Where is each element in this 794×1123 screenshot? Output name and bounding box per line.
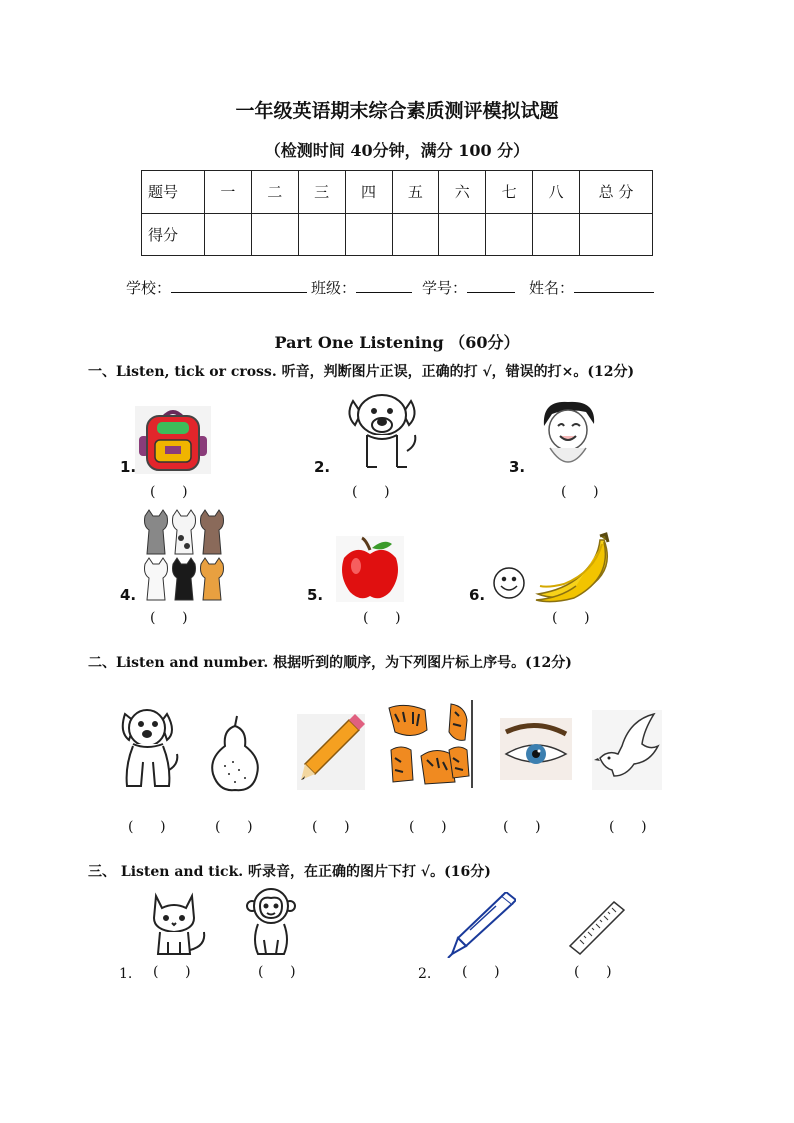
score-cell[interactable] (580, 213, 653, 256)
col-5: 五 (392, 171, 439, 214)
student-no-label: 学号： (422, 279, 468, 297)
col-7: 七 (486, 171, 533, 214)
col-3: 三 (298, 171, 345, 214)
item-number-1: 1. (120, 458, 137, 476)
col-total: 总 分 (580, 171, 653, 214)
tick-paren-2[interactable]: ( ) (258, 964, 296, 980)
answer-paren-6[interactable]: ( ) (552, 610, 590, 626)
number-paren-3[interactable]: ( ) (312, 819, 350, 835)
number-paren-5[interactable]: ( ) (503, 819, 541, 835)
score-cell[interactable] (345, 213, 392, 256)
pen-icon (446, 892, 516, 958)
number-paren-2[interactable]: ( ) (215, 819, 253, 835)
class-blank[interactable] (356, 278, 412, 293)
dog-icon (119, 706, 181, 790)
col-4: 四 (345, 171, 392, 214)
score-table (141, 170, 653, 256)
col-8: 八 (533, 171, 580, 214)
student-info-line (126, 277, 658, 298)
answer-paren-4[interactable]: ( ) (150, 610, 188, 626)
monkey-icon (246, 884, 296, 958)
backpack-icon (135, 406, 211, 474)
girl-face-icon (538, 398, 598, 472)
school-label: 学校： (126, 279, 172, 297)
score-cell[interactable] (298, 213, 345, 256)
smiley-face-icon (492, 566, 526, 600)
tick-paren-1[interactable]: ( ) (153, 964, 191, 980)
section1-instruction: 一、Listen, tick or cross. 听音，判断图片正误，正确的打 √，错误的打×。(12分) (88, 364, 635, 380)
tick-paren-4[interactable]: ( ) (574, 964, 612, 980)
tigers-icon (385, 700, 473, 788)
number-paren-4[interactable]: ( ) (409, 819, 447, 835)
score-cell[interactable] (205, 213, 252, 256)
cats-icon (141, 508, 227, 602)
question-number-2: 2. (418, 966, 432, 982)
pencil-icon (297, 714, 365, 790)
apple-icon (336, 536, 404, 602)
ruler-icon (568, 900, 626, 956)
item-number-2: 2. (314, 458, 331, 476)
row-label-score: 得分 (142, 213, 205, 256)
row-label-question: 题号 (142, 171, 205, 214)
col-2: 二 (251, 171, 298, 214)
score-table-score-row (142, 213, 653, 256)
section3-instruction: 三、 Listen and tick. 听录音，在正确的图片下打 √。(16分) (88, 864, 491, 880)
score-cell[interactable] (251, 213, 298, 256)
eye-icon (500, 718, 572, 780)
number-paren-6[interactable]: ( ) (609, 819, 647, 835)
score-cell[interactable] (486, 213, 533, 256)
dog-icon (343, 391, 421, 471)
student-no-blank[interactable] (467, 278, 515, 293)
score-table-header-row (142, 171, 653, 214)
col-6: 六 (439, 171, 486, 214)
part-one-title: Part One Listening （60分） (274, 333, 520, 352)
exam-title: 一年级英语期末综合素质测评模拟试题 (235, 100, 559, 122)
number-paren-1[interactable]: ( ) (128, 819, 166, 835)
answer-paren-3[interactable]: ( ) (561, 484, 599, 500)
section2-instruction: 二、Listen and number. 根据听到的顺序，为下列图片标上序号。(12分) (88, 655, 572, 671)
class-label: 班级： (311, 279, 357, 297)
pear-icon (207, 712, 263, 792)
cat-icon (148, 890, 210, 958)
name-blank[interactable] (574, 278, 654, 293)
question-number-1: 1. (119, 966, 133, 982)
school-blank[interactable] (171, 278, 307, 293)
col-1: 一 (205, 171, 252, 214)
name-label: 姓名： (529, 279, 575, 297)
answer-paren-2[interactable]: ( ) (352, 484, 390, 500)
score-cell[interactable] (392, 213, 439, 256)
exam-subtitle: （检测时间 40分钟，满分 100 分） (264, 141, 530, 160)
answer-paren-1[interactable]: ( ) (150, 484, 188, 500)
bird-icon (592, 710, 662, 790)
tick-paren-3[interactable]: ( ) (462, 964, 500, 980)
item-number-6: 6. (469, 586, 486, 604)
item-number-5: 5. (307, 586, 324, 604)
answer-paren-5[interactable]: ( ) (363, 610, 401, 626)
item-number-3: 3. (509, 458, 526, 476)
item-number-4: 4. (120, 586, 137, 604)
score-cell[interactable] (533, 213, 580, 256)
banana-icon (534, 532, 616, 604)
score-cell[interactable] (439, 213, 486, 256)
